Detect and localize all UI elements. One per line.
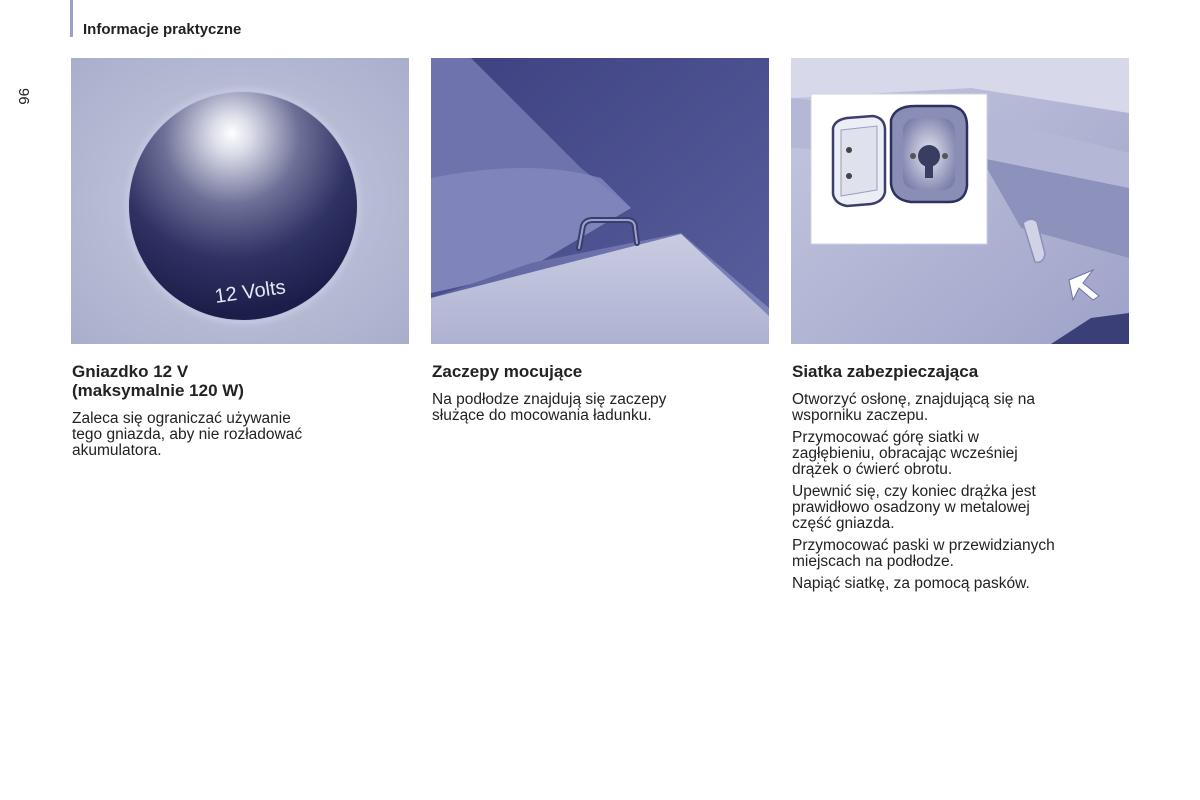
safety-net-mount-illustration (791, 58, 1129, 344)
page-number: 96 (15, 88, 32, 105)
section-title-hooks: Zaczepy mocujące (432, 362, 583, 381)
section-anchor-hooks (431, 58, 769, 430)
12v-socket-illustration (71, 58, 409, 344)
section-body-hooks: Na podłodze znajdują się zaczepy służące do mocowania ładunku. (432, 391, 667, 424)
section-12v-socket (71, 58, 409, 465)
section-title-12v: Gniazdko 12 V (maksymalnie 120 W) (72, 362, 244, 400)
section-header-title: Informacje praktyczne (83, 21, 242, 38)
socket-label-text: 12 Volts (213, 276, 287, 308)
header-accent-bar (70, 0, 73, 37)
section-body-net: Otworzyć osłonę, znajdującą się na wsporniku zaczepu. Przymocować górę siatki w zagłębieniu, obracając wcześniej drążek o ćwierć obrotu. Upewnić się, czy koniec drążka jest prawidłowo osadzony w metalowej część gniazda. Przymocować paski w przewidzianych miejscach na podłodze. Napiąć siatkę, za pomocą pasków. (792, 391, 1055, 592)
anchor-hook-illustration (431, 58, 769, 344)
section-title-net: Siatka zabezpieczająca (792, 362, 979, 381)
section-safety-net (791, 58, 1129, 598)
section-body-12v: Zaleca się ograniczać używanie tego gniazda, aby nie rozładować akumulatora. (72, 410, 303, 459)
